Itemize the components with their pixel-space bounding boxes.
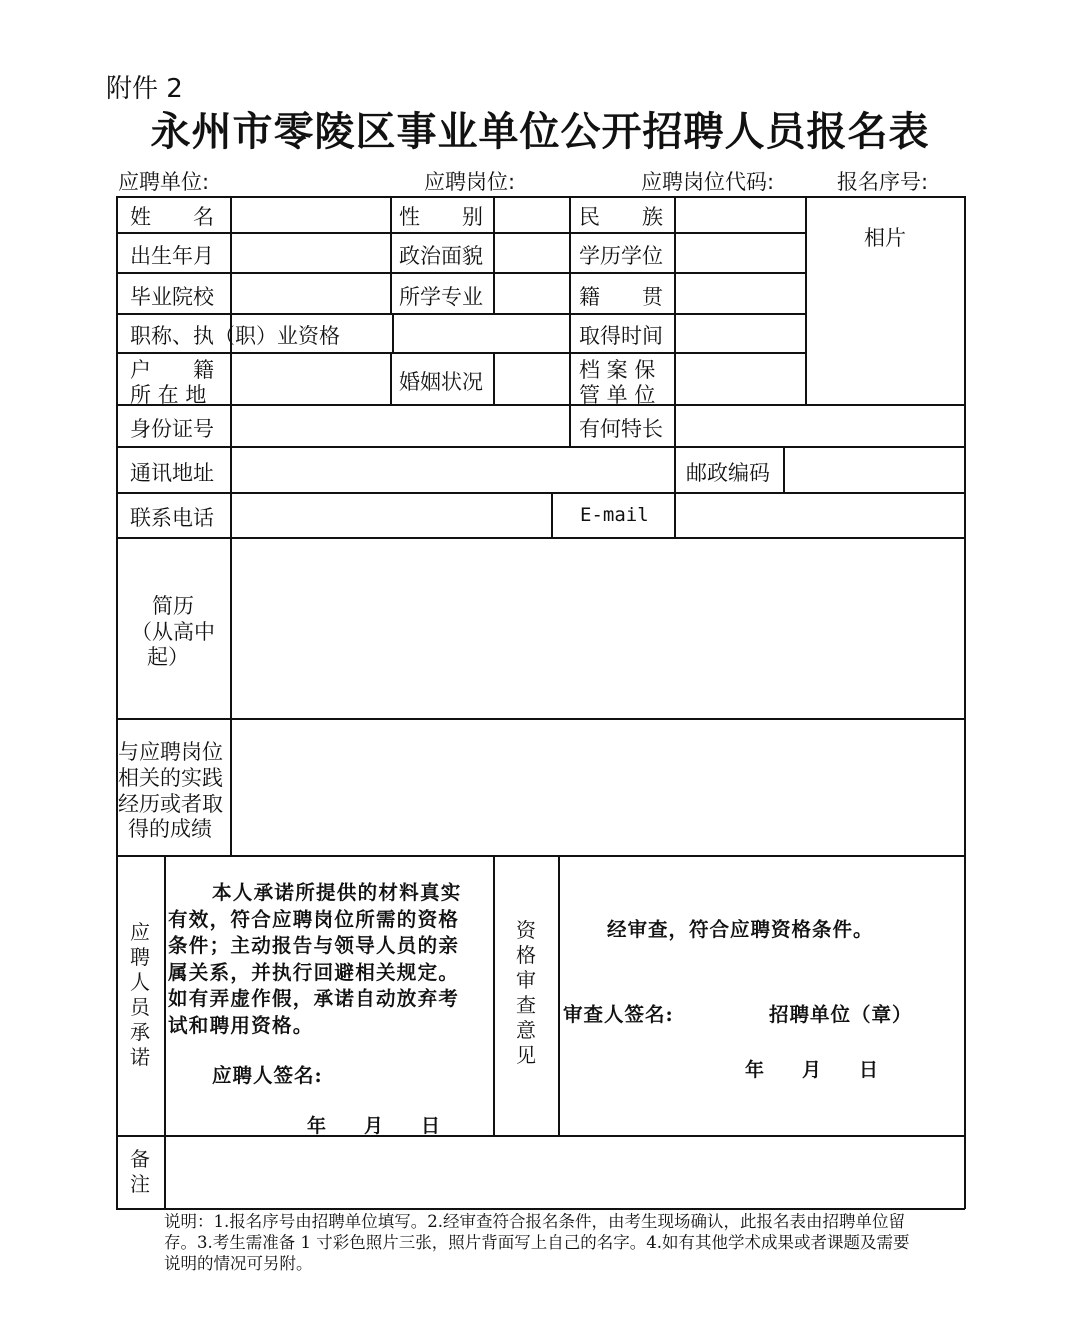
label-archive-line1: 档 案 保 [579,358,656,382]
label-major: 所学专业 [399,285,483,309]
pledge-date: 年 月 日 [307,1115,441,1137]
label-practice-line3: 经历或者取 [118,792,223,816]
label-name: 姓 名 [130,205,214,229]
label-native-place: 籍 贯 [579,285,663,309]
review-text: 经审查，符合应聘资格条件。 [607,918,874,941]
form-title: 永州市零陵区事业单位公开招聘人员报名表 [150,108,930,155]
label-address: 通讯地址 [130,461,214,485]
header-serial: 报名序号: [837,170,929,194]
label-politics: 政治面貌 [399,244,483,268]
label-archive-line2: 管 单 位 [579,383,656,407]
pledge-text: 本人承诺所提供的材料真实有效，符合应聘岗位所需的资格条件；主动报告与领导人员的亲属关系，并执行回避相关规定。如有弄虚作假，承诺自动放弃考试和聘用资格。 [168,881,462,1037]
label-gender: 性 别 [399,205,483,229]
label-practice-line1: 与应聘岗位 [118,740,223,764]
header-unit: 应聘单位: [118,170,210,194]
label-email: E-mail [580,504,649,526]
reviewer-sign-label: 审查人签名: [563,1003,674,1026]
label-specialty: 有何特长 [579,417,663,441]
footnote: 说明：1.报名序号由招聘单位填写。2.经审查符合报名条件，由考生现场确认，此报名表由招聘单位留存。3.考生需准备 1 寸彩色照片三张，照片背面写上自己的名字。4.如有其他学术成果或者课题及需要说明的情况可另附。 [164,1212,910,1273]
unit-seal-label: 招聘单位（章） [769,1003,913,1026]
label-hukou-line1: 户 籍 [130,358,214,382]
attachment-label: 附件 2 [106,74,183,104]
label-school: 毕业院校 [130,285,214,309]
label-review-side: 资格审查意见 [516,918,536,1067]
label-resume-line2: （从高中 [131,620,215,644]
label-practice-line2: 相关的实践 [118,766,223,790]
label-degree: 学历学位 [579,244,663,268]
label-resume-line1: 简历 [152,594,194,618]
label-pledge-side: 应聘人员承诺 [130,920,150,1069]
pledge-sign-label: 应聘人签名: [212,1064,323,1087]
label-title-qualification: 职称、执（职）业资格 [130,324,340,348]
label-practice-line4: 得的成绩 [128,817,212,841]
photo-placeholder: 相片 [864,226,906,250]
label-birth: 出生年月 [130,244,214,268]
label-obtain-time: 取得时间 [579,324,663,348]
label-marital: 婚姻状况 [399,370,483,394]
label-ethnicity: 民 族 [579,205,663,229]
review-date: 年 月 日 [745,1059,879,1081]
label-resume-line3: 起） [147,645,189,669]
label-hukou-line2: 所 在 地 [130,383,207,407]
label-id-number: 身份证号 [130,417,214,441]
label-phone: 联系电话 [130,506,214,530]
label-postcode: 邮政编码 [686,461,770,485]
header-position-code: 应聘岗位代码: [641,170,775,194]
header-position: 应聘岗位: [424,170,516,194]
label-remarks: 备注 [130,1147,150,1196]
